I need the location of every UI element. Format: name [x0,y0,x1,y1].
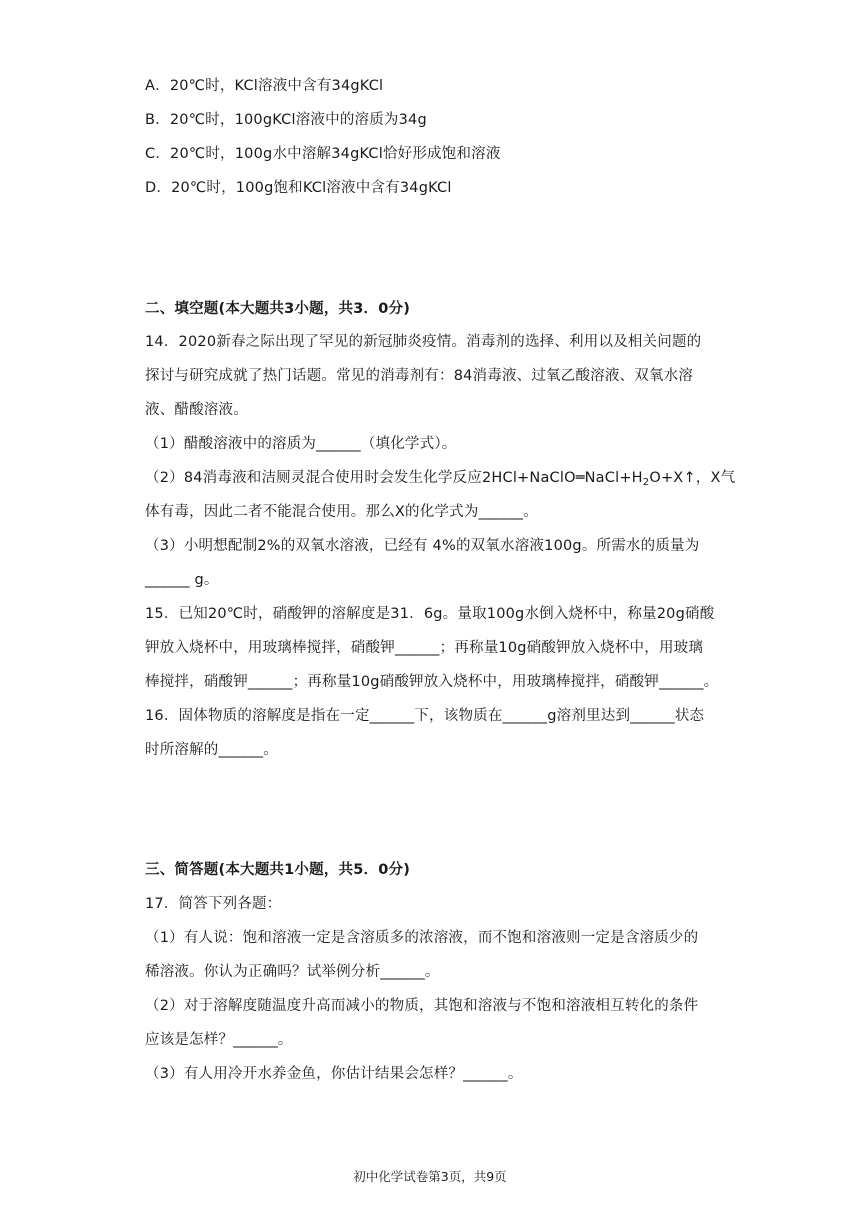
option-d: D．20℃时，100g饱和KCl溶液中含有34gKCl [145,180,452,196]
question-14-sub-2-line-1 [145,466,735,488]
question-15-line-3: 棒搅拌，硝酸钾______；再称量10g硝酸钾放入烧杯中，用玻璃棒搅拌，硝酸钾______。 [145,674,719,690]
question-14-sub-3-line-1: （3）小明想配制2%的双氧水溶液，已经有 4%的双氧水溶液100g。所需水的质量为 [145,538,700,554]
option-c: C．20℃时，100g水中溶解34gKCl恰好形成饱和溶液 [145,146,501,162]
question-14-sub-1: （1）醋酸溶液中的溶质为______（填化学式）。 [145,436,457,452]
question-15-line-2: 钾放入烧杯中，用玻璃棒搅拌，硝酸钾______；再称量10g硝酸钾放入烧杯中，用玻璃 [145,640,704,656]
question-14-line-2: 探讨与研究成就了热门话题。常见的消毒剂有：84消毒液、过氧乙酸溶液、双氧水溶 [145,368,694,384]
equation-text-a: （2）84消毒液和洁厕灵混合使用时会发生化学反应2HCl+NaClO═NaCl+H [145,470,643,486]
question-14-sub-2-line-2: 体有毒，因此二者不能混合使用。那么X的化学式为______。 [145,504,538,520]
option-b: B．20℃时，100gKCl溶液中的溶质为34g [145,112,427,128]
question-17-line-3: 稀溶液。你认为正确吗？试举例分析______。 [145,964,440,980]
question-17-line-5: 应该是怎样？______。 [145,1032,293,1048]
question-14-line-1: 14．2020新春之际出现了罕见的新冠肺炎疫情。消毒剂的选择、利用以及相关问题的 [145,334,702,350]
question-16-line-1: 16．固体物质的溶解度是指在一定______下，该物质在______g溶剂里达到______状态 [145,708,705,724]
question-17-line-6: （3）有人用冷开水养金鱼，你估计结果会怎样？______。 [145,1066,523,1082]
equation-subscript: 2 [642,477,650,488]
question-14-line-3: 液、醋酸溶液。 [145,402,248,418]
option-a: A．20℃时，KCl溶液中含有34gKCl [145,78,384,94]
question-17-line-4: （2）对于溶解度随温度升高而减小的物质，其饱和溶液与不饱和溶液相互转化的条件 [145,998,699,1014]
question-17-line-2: （1）有人说：饱和溶液一定是含溶质多的浓溶液，而不饱和溶液则一定是含溶质少的 [145,930,699,946]
equation-text-b: O+X↑，X气 [649,470,736,486]
question-16-line-2: 时所溶解的______。 [145,742,278,758]
section-heading-fill-in: 二、填空题(本大题共3小题，共3．0分) [145,301,411,317]
question-14-sub-3-line-2: ______ g。 [145,572,219,588]
question-17-line-1: 17．简答下列各题： [145,896,282,912]
page-footer: 初中化学试卷第3页，共9页 [353,1169,507,1184]
question-15-line-1: 15．已知20℃时，硝酸钾的溶解度是31．6g。量取100g水倒入烧杯中，称量20g硝酸 [145,606,715,622]
section-heading-short-answer: 三、简答题(本大题共1小题，共5．0分) [145,862,411,878]
